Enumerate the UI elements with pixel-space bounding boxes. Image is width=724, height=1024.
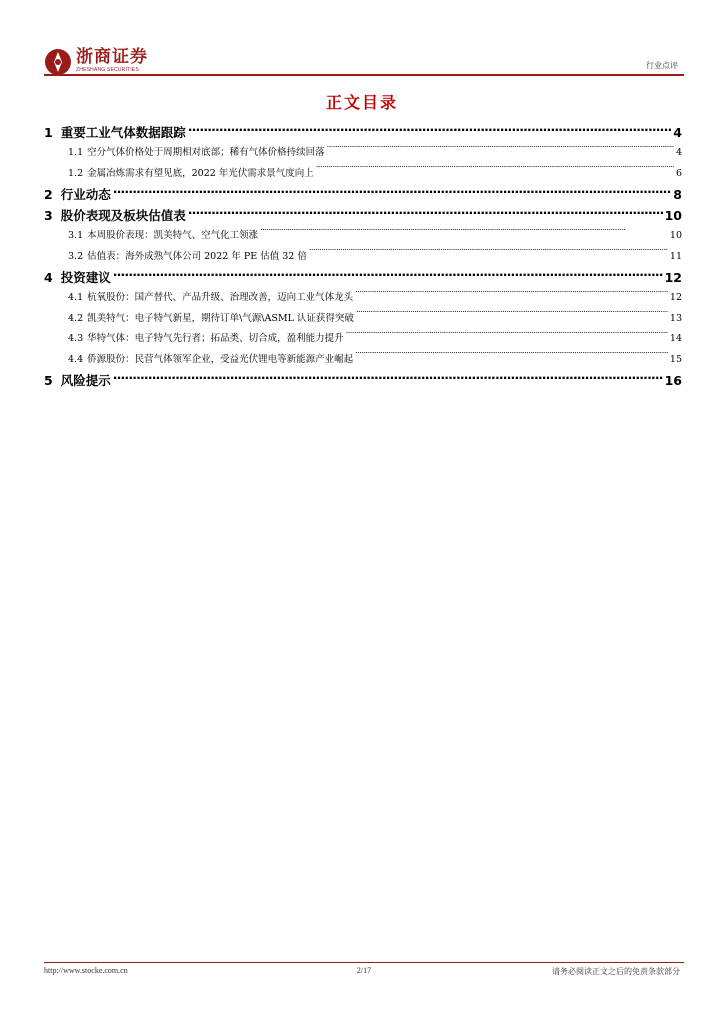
toc-entry[interactable]: [44, 267, 682, 288]
toc-dot-leader: [327, 146, 674, 156]
toc-entry[interactable]: [44, 205, 682, 226]
toc-entry-page: 15: [669, 353, 682, 365]
toc-dot-leader: [355, 291, 668, 301]
toc-entry-number: 4.3: [68, 333, 84, 344]
zheshang-logo-icon: [44, 48, 72, 76]
toc-entry[interactable]: [44, 329, 682, 350]
toc-entry-label: 估值表：海外成熟气体公司 2022 年 PE 估值 32 倍: [87, 250, 307, 262]
toc-entry-page: 11: [669, 250, 682, 262]
toc-entry-number: 1: [44, 125, 53, 140]
toc-entry-page: 10: [669, 230, 682, 241]
toc-entry[interactable]: [44, 247, 682, 268]
toc-entry-page: 16: [664, 373, 682, 388]
toc-entry[interactable]: [44, 370, 682, 391]
footer-url[interactable]: http://www.stocke.com.cn: [44, 966, 128, 975]
toc-dot-leader: [346, 332, 668, 342]
logo-english-name: ZHESHANG SECURITIES: [76, 67, 139, 73]
toc-dot-leader: [188, 125, 672, 138]
toc-entry-page: 6: [675, 167, 682, 179]
toc-title: 正文目录: [325, 93, 398, 112]
toc-entry-page: 12: [664, 270, 682, 285]
toc-entry-page: 10: [664, 208, 682, 223]
toc-entry[interactable]: [44, 309, 682, 330]
toc-entry-page: 4: [673, 125, 682, 140]
toc-entry-number: 4.4: [68, 353, 84, 365]
toc-entry[interactable]: [44, 122, 682, 143]
toc-entry-number: 3.2: [68, 250, 84, 262]
report-type: 行业点评: [646, 61, 678, 70]
toc-entry-label: 空分气体价格处于周期相对底部；稀有气体价格持续回落: [87, 147, 325, 158]
toc-entry[interactable]: [44, 164, 682, 185]
toc-entry-page: 14: [669, 333, 682, 344]
toc-entry-number: 4: [44, 270, 53, 285]
toc-entry-label: 投资建议: [60, 270, 111, 285]
toc-dot-leader: [309, 249, 668, 259]
toc-entry-number: 1.1: [68, 147, 84, 158]
toc-entry-label: 杭氧股份：国产替代、产品升级、治理改善，迈向工业气体龙头: [87, 292, 354, 303]
toc-entry-number: 4.2: [68, 312, 84, 324]
toc-entry-label: 行业动态: [60, 187, 111, 202]
toc-entry-label: 金属冶炼需求有望见底，2022 年光伏需求景气度向上: [87, 167, 314, 179]
toc-dot-leader: [355, 352, 668, 362]
toc-entry-label: 风险提示: [60, 373, 111, 388]
toc-dot-leader: [113, 187, 672, 200]
toc-entry-number: 3: [44, 208, 53, 223]
header-divider: [44, 74, 684, 76]
toc-entry-label: 股价表现及板块估值表: [60, 208, 186, 223]
toc-entry-label: 重要工业气体数据跟踪: [60, 125, 186, 140]
toc-entry[interactable]: [44, 288, 682, 309]
toc-dot-leader: [113, 270, 663, 283]
toc-entry-number: 5: [44, 373, 53, 388]
toc-entry[interactable]: [44, 226, 682, 247]
table-of-contents: [44, 122, 682, 391]
toc-dot-leader: [188, 208, 663, 221]
page-header: [44, 40, 684, 78]
toc-entry-label: 侨源股份：民营气体领军企业，受益光伏锂电等新能源产业崛起: [87, 353, 354, 365]
footer-disclaimer: 请务必阅读正文之后的免责条款部分: [552, 967, 680, 976]
footer-divider: [44, 962, 684, 963]
logo-chinese-name: 浙商证券: [76, 47, 148, 67]
toc-entry-page: 4: [675, 147, 682, 158]
footer-page-number: 2/17: [356, 966, 372, 975]
toc-entry-page: 12: [669, 292, 682, 303]
toc-entry[interactable]: [44, 143, 682, 164]
toc-dot-leader: [316, 166, 674, 176]
toc-entry-label: 华特气体：电子特气先行者；拓品类、切合成，盈利能力提升: [87, 333, 344, 344]
toc-entry-number: 1.2: [68, 167, 84, 179]
toc-entry-number: 4.1: [68, 292, 84, 303]
toc-entry-label: 本周股价表现：凯美特气、空气化工领涨: [87, 230, 259, 241]
toc-dot-leader: [113, 373, 663, 386]
toc-entry-page: 13: [669, 312, 682, 324]
toc-entry[interactable]: [44, 350, 682, 371]
toc-entry-label: 凯美特气：电子特气新星，期待订单\气源\ASML 认证获得突破: [87, 312, 354, 324]
toc-entry-number: 2: [44, 187, 53, 202]
toc-dot-leader: [260, 229, 668, 239]
toc-dot-leader: [356, 311, 668, 321]
toc-entry[interactable]: [44, 184, 682, 205]
toc-entry-page: 8: [673, 187, 682, 202]
toc-entry-number: 3.1: [68, 230, 84, 241]
